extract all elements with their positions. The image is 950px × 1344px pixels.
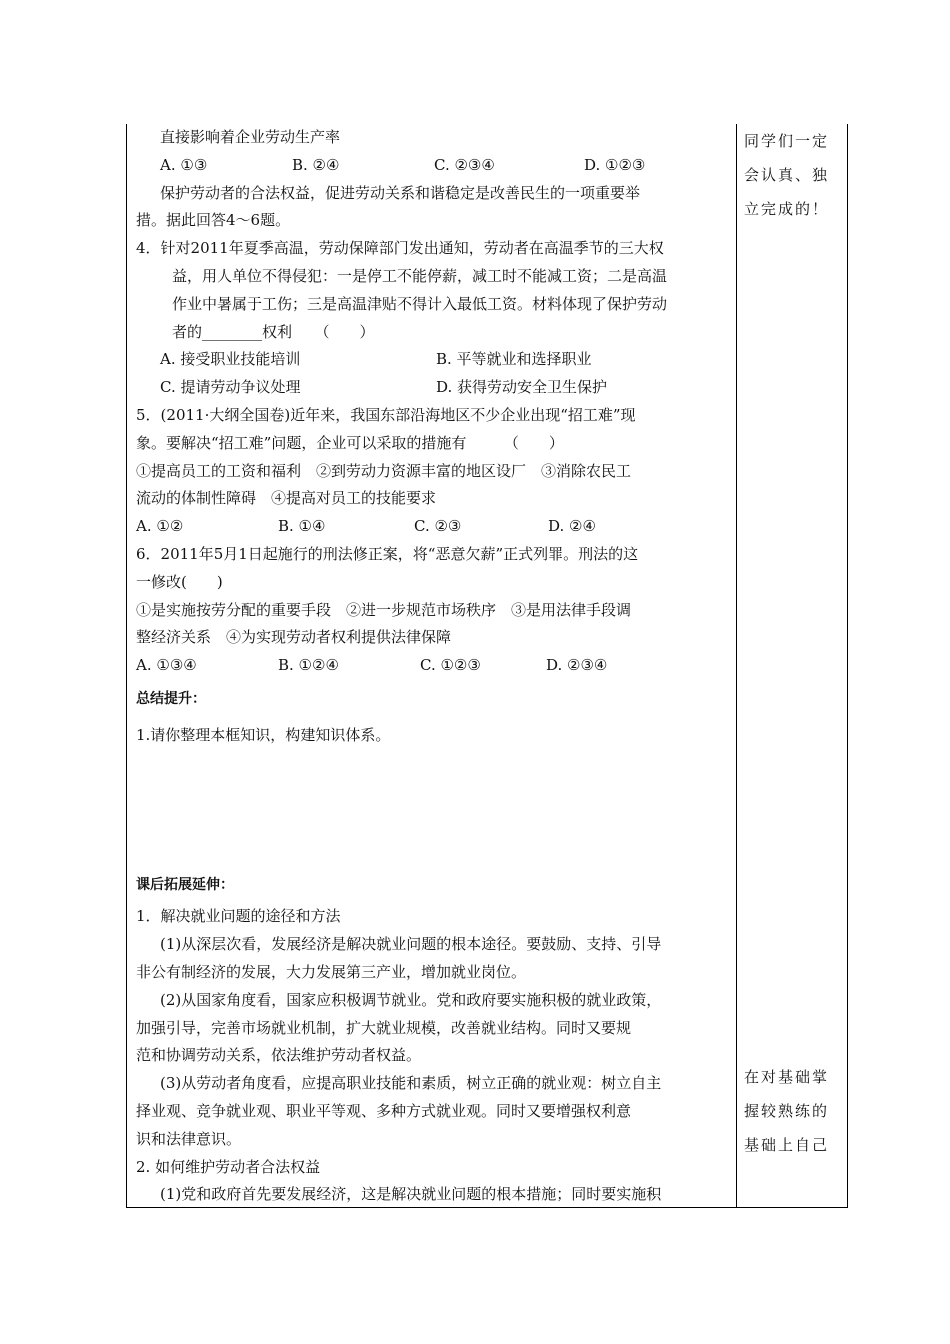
extension-heading: 课后拓展延伸： <box>136 876 234 893</box>
extension-line: 择业观、竞争就业观、职业平等观、多种方式就业观。同时又要增强权利意 <box>136 1101 632 1120</box>
question-5-line: 流动的体制性障碍 ④提高对员工的技能要求 <box>136 489 437 508</box>
option-c: C. ①②③ <box>420 656 481 675</box>
side-note-top <box>744 124 844 226</box>
question-6-line: 6．2011年5月1日起施行的刑法修正案，将“恶意欠薪”正式列罪。刑法的这 <box>136 544 639 563</box>
extension-line: (1)党和政府首先要发展经济，这是解决就业问题的根本措施；同时要实施积 <box>160 1185 662 1204</box>
extension-item: 1．解决就业问题的途径和方法 <box>136 907 341 926</box>
option-a: A. 接受职业技能培训 <box>160 350 301 369</box>
side-note-line: 握较熟练的 <box>744 1102 830 1120</box>
option-b: B. 平等就业和选择职业 <box>436 350 592 369</box>
question-4-line: 益，用人单位不得侵犯：一是停工不能停薪，减工时不能减工资；二是高温 <box>172 266 668 285</box>
option-d: D. 获得劳动安全卫生保护 <box>436 378 608 397</box>
extension-line: 范和协调劳动关系，依法维护劳动者权益。 <box>136 1046 422 1065</box>
q5-options <box>136 513 732 541</box>
column-divider <box>736 124 737 1208</box>
question-6-line: ①是实施按劳分配的重要手段 ②进一步规范市场秩序 ③是用法律手段调 <box>136 600 632 619</box>
side-note-line: 立完成的！ <box>744 200 830 218</box>
intro-line: 措。据此回答4～6题。 <box>136 211 291 230</box>
extension-item: 2. 如何维护劳动者合法权益 <box>136 1157 321 1176</box>
q4-options-row <box>136 374 732 402</box>
extension-line: (2)从国家角度看，国家应积极调节就业。党和政府要实施积极的就业政策， <box>160 990 662 1009</box>
option-b: B. ①②④ <box>278 656 339 675</box>
side-note-line: 在对基础掌 <box>744 1068 830 1086</box>
option-c: C. ②③④ <box>434 155 495 174</box>
option-d: D. ②④ <box>548 517 596 536</box>
question-4-line: 者的________权利 （ ） <box>172 322 375 341</box>
option-c: C. 提请劳动争议处理 <box>160 378 301 397</box>
option-a: A. ①③ <box>160 155 208 174</box>
side-note-bottom <box>744 1060 844 1162</box>
question-6-line: 一修改( ) <box>136 572 223 591</box>
option-c: C. ②③ <box>414 517 462 536</box>
side-note-line: 会认真、独 <box>744 166 830 184</box>
option-a: A. ①③④ <box>136 656 197 675</box>
extension-line: 识和法律意识。 <box>136 1129 242 1148</box>
text-line: 直接影响着企业劳动生产率 <box>160 128 341 146</box>
main-column <box>136 124 732 1209</box>
option-b: B. ①④ <box>278 517 326 536</box>
extension-line: 加强引导，完善市场就业机制，扩大就业规模，改善就业结构。同时又要规 <box>136 1018 632 1037</box>
summary-heading: 总结提升： <box>136 690 206 707</box>
option-d: D. ②③④ <box>546 656 608 675</box>
question-5-line: 5．(2011·大纲全国卷)近年来，我国东部沿海地区不少企业出现“招工难”现 <box>136 405 636 424</box>
question-5-line: ①提高员工的工资和福利 ②到劳动力资源丰富的地区设厂 ③消除农民工 <box>136 461 632 480</box>
q4-options-row <box>136 346 732 374</box>
extension-line: (1)从深层次看，发展经济是解决就业问题的根本途径。要鼓励、支持、引导 <box>160 935 662 954</box>
blank-space <box>136 750 732 872</box>
q6-options <box>136 652 732 680</box>
option-a: A. ①② <box>136 517 184 536</box>
option-b: B. ②④ <box>292 155 340 174</box>
question-4-line: 作业中暑属于工伤；三是高温津贴不得计入最低工资。材料体现了保护劳动 <box>172 294 668 313</box>
question-6-line: 整经济关系 ④为实现劳动者权利提供法律保障 <box>136 628 452 647</box>
extension-line: (3)从劳动者角度看，应提高职业技能和素质，树立正确的就业观：树立自主 <box>160 1074 662 1093</box>
question-5-line: 象。要解决“招工难”问题，企业可以采取的措施有 （ ） <box>136 433 564 452</box>
summary-item: 1.请你整理本框知识，构建知识体系。 <box>136 725 391 744</box>
side-note-line: 同学们一定 <box>744 132 830 150</box>
extension-line: 非公有制经济的发展，大力发展第三产业，增加就业岗位。 <box>136 962 527 981</box>
side-note-line: 基础上自己 <box>744 1136 830 1154</box>
question-4-line: 4．针对2011年夏季高温，劳动保障部门发出通知，劳动者在高温季节的三大权 <box>136 239 664 258</box>
q3-options <box>136 152 732 180</box>
option-d: D. ①②③ <box>584 155 646 174</box>
intro-line: 保护劳动者的合法权益，促进劳动关系和谐稳定是改善民生的一项重要举 <box>160 183 641 202</box>
